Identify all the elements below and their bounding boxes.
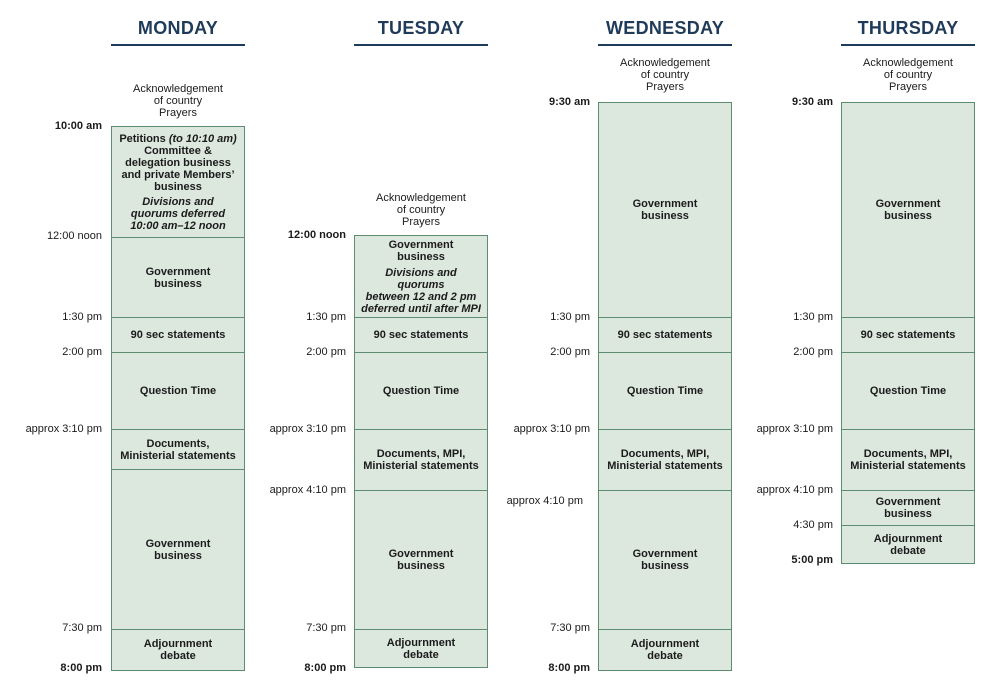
block-question-time: Question Time [598, 352, 732, 430]
time-label: 5:00 pm [791, 554, 833, 566]
header-underline [598, 44, 732, 46]
block-documents: Documents, MPI, Ministerial statements [354, 429, 488, 491]
block-documents: Documents, MPI, Ministerial statements [841, 429, 975, 491]
time-label: 2:00 pm [306, 346, 346, 358]
time-label: approx 4:10 pm [756, 484, 833, 496]
time-label: approx 3:10 pm [756, 423, 833, 435]
header-underline [111, 44, 245, 46]
block-documents: Documents, Ministerial statements [111, 429, 245, 470]
header-underline [354, 44, 488, 46]
time-label: 1:30 pm [306, 311, 346, 323]
time-label: 7:30 pm [306, 622, 346, 634]
petitions-label: Petitions [119, 132, 166, 145]
time-label: 9:30 am [792, 96, 833, 108]
block-government-business-2: Government business [111, 469, 245, 630]
time-label: 2:00 pm [62, 346, 102, 358]
time-label: 1:30 pm [550, 311, 590, 323]
block-government-business-2: Government business [598, 490, 732, 630]
header-underline [841, 44, 975, 46]
block-adjournment-debate: Adjournment debate [111, 629, 245, 671]
time-label: 12:00 noon [287, 229, 346, 241]
block-government-business: Government business Divisions and quorums between 12 and 2 pm deferred until after MPI [354, 235, 488, 318]
time-label: approx 4:10 pm [506, 495, 583, 507]
block-documents: Documents, MPI, Ministerial statements [598, 429, 732, 491]
block-government-business: Government business [111, 237, 245, 318]
time-label: approx 3:10 pm [513, 423, 590, 435]
pre-sitting-items: Acknowledgement of country Prayers [376, 192, 466, 228]
time-label: 10:00 am [54, 120, 102, 132]
time-label: 12:00 noon [46, 230, 102, 242]
block-government-business-2: Government business [841, 490, 975, 526]
block-question-time: Question Time [111, 352, 245, 430]
day-header-monday: MONDAY [137, 18, 219, 38]
time-label: 1:30 pm [62, 311, 102, 323]
block-petitions-committee: Petitions (to 10:10 am) Committee & delegation business and private Members’ business Divisions and quorums deferred 10:00 am–12 noon [111, 126, 245, 238]
block-90-sec-statements: 90 sec statements [841, 317, 975, 353]
time-label: 2:00 pm [550, 346, 590, 358]
day-header-thursday: THURSDAY [857, 18, 959, 38]
time-label: 4:30 pm [793, 519, 833, 531]
block-90-sec-statements: 90 sec statements [598, 317, 732, 353]
day-header-tuesday: TUESDAY [377, 18, 465, 38]
time-label: 8:00 pm [304, 662, 346, 674]
block-adjournment-debate: Adjournment debate [598, 629, 732, 671]
time-label: approx 4:10 pm [269, 484, 346, 496]
time-label: approx 3:10 pm [269, 423, 346, 435]
block-adjournment-debate: Adjournment debate [841, 525, 975, 564]
block-government-business: Government business [841, 102, 975, 318]
block-question-time: Question Time [841, 352, 975, 430]
block-90-sec-statements: 90 sec statements [111, 317, 245, 353]
block-government-business-2: Government business [354, 490, 488, 630]
time-label: 1:30 pm [793, 311, 833, 323]
block-question-time: Question Time [354, 352, 488, 430]
petitions-note: (to 10:10 am) [168, 132, 237, 145]
pre-sitting-items: Acknowledgement of country Prayers [620, 57, 710, 93]
block-90-sec-statements: 90 sec statements [354, 317, 488, 353]
time-label: 8:00 pm [548, 662, 590, 674]
day-header-wednesday: WEDNESDAY [605, 18, 725, 38]
time-label: 8:00 pm [60, 662, 102, 674]
pre-sitting-items: Acknowledgement of country Prayers [863, 57, 953, 93]
time-label: 7:30 pm [62, 622, 102, 634]
time-label: 9:30 am [549, 96, 590, 108]
time-label: approx 3:10 pm [25, 423, 102, 435]
block-adjournment-debate: Adjournment debate [354, 629, 488, 668]
time-label: 2:00 pm [793, 346, 833, 358]
time-label: 7:30 pm [550, 622, 590, 634]
pre-sitting-items: Acknowledgement of country Prayers [133, 83, 223, 119]
block-government-business: Government business [598, 102, 732, 318]
